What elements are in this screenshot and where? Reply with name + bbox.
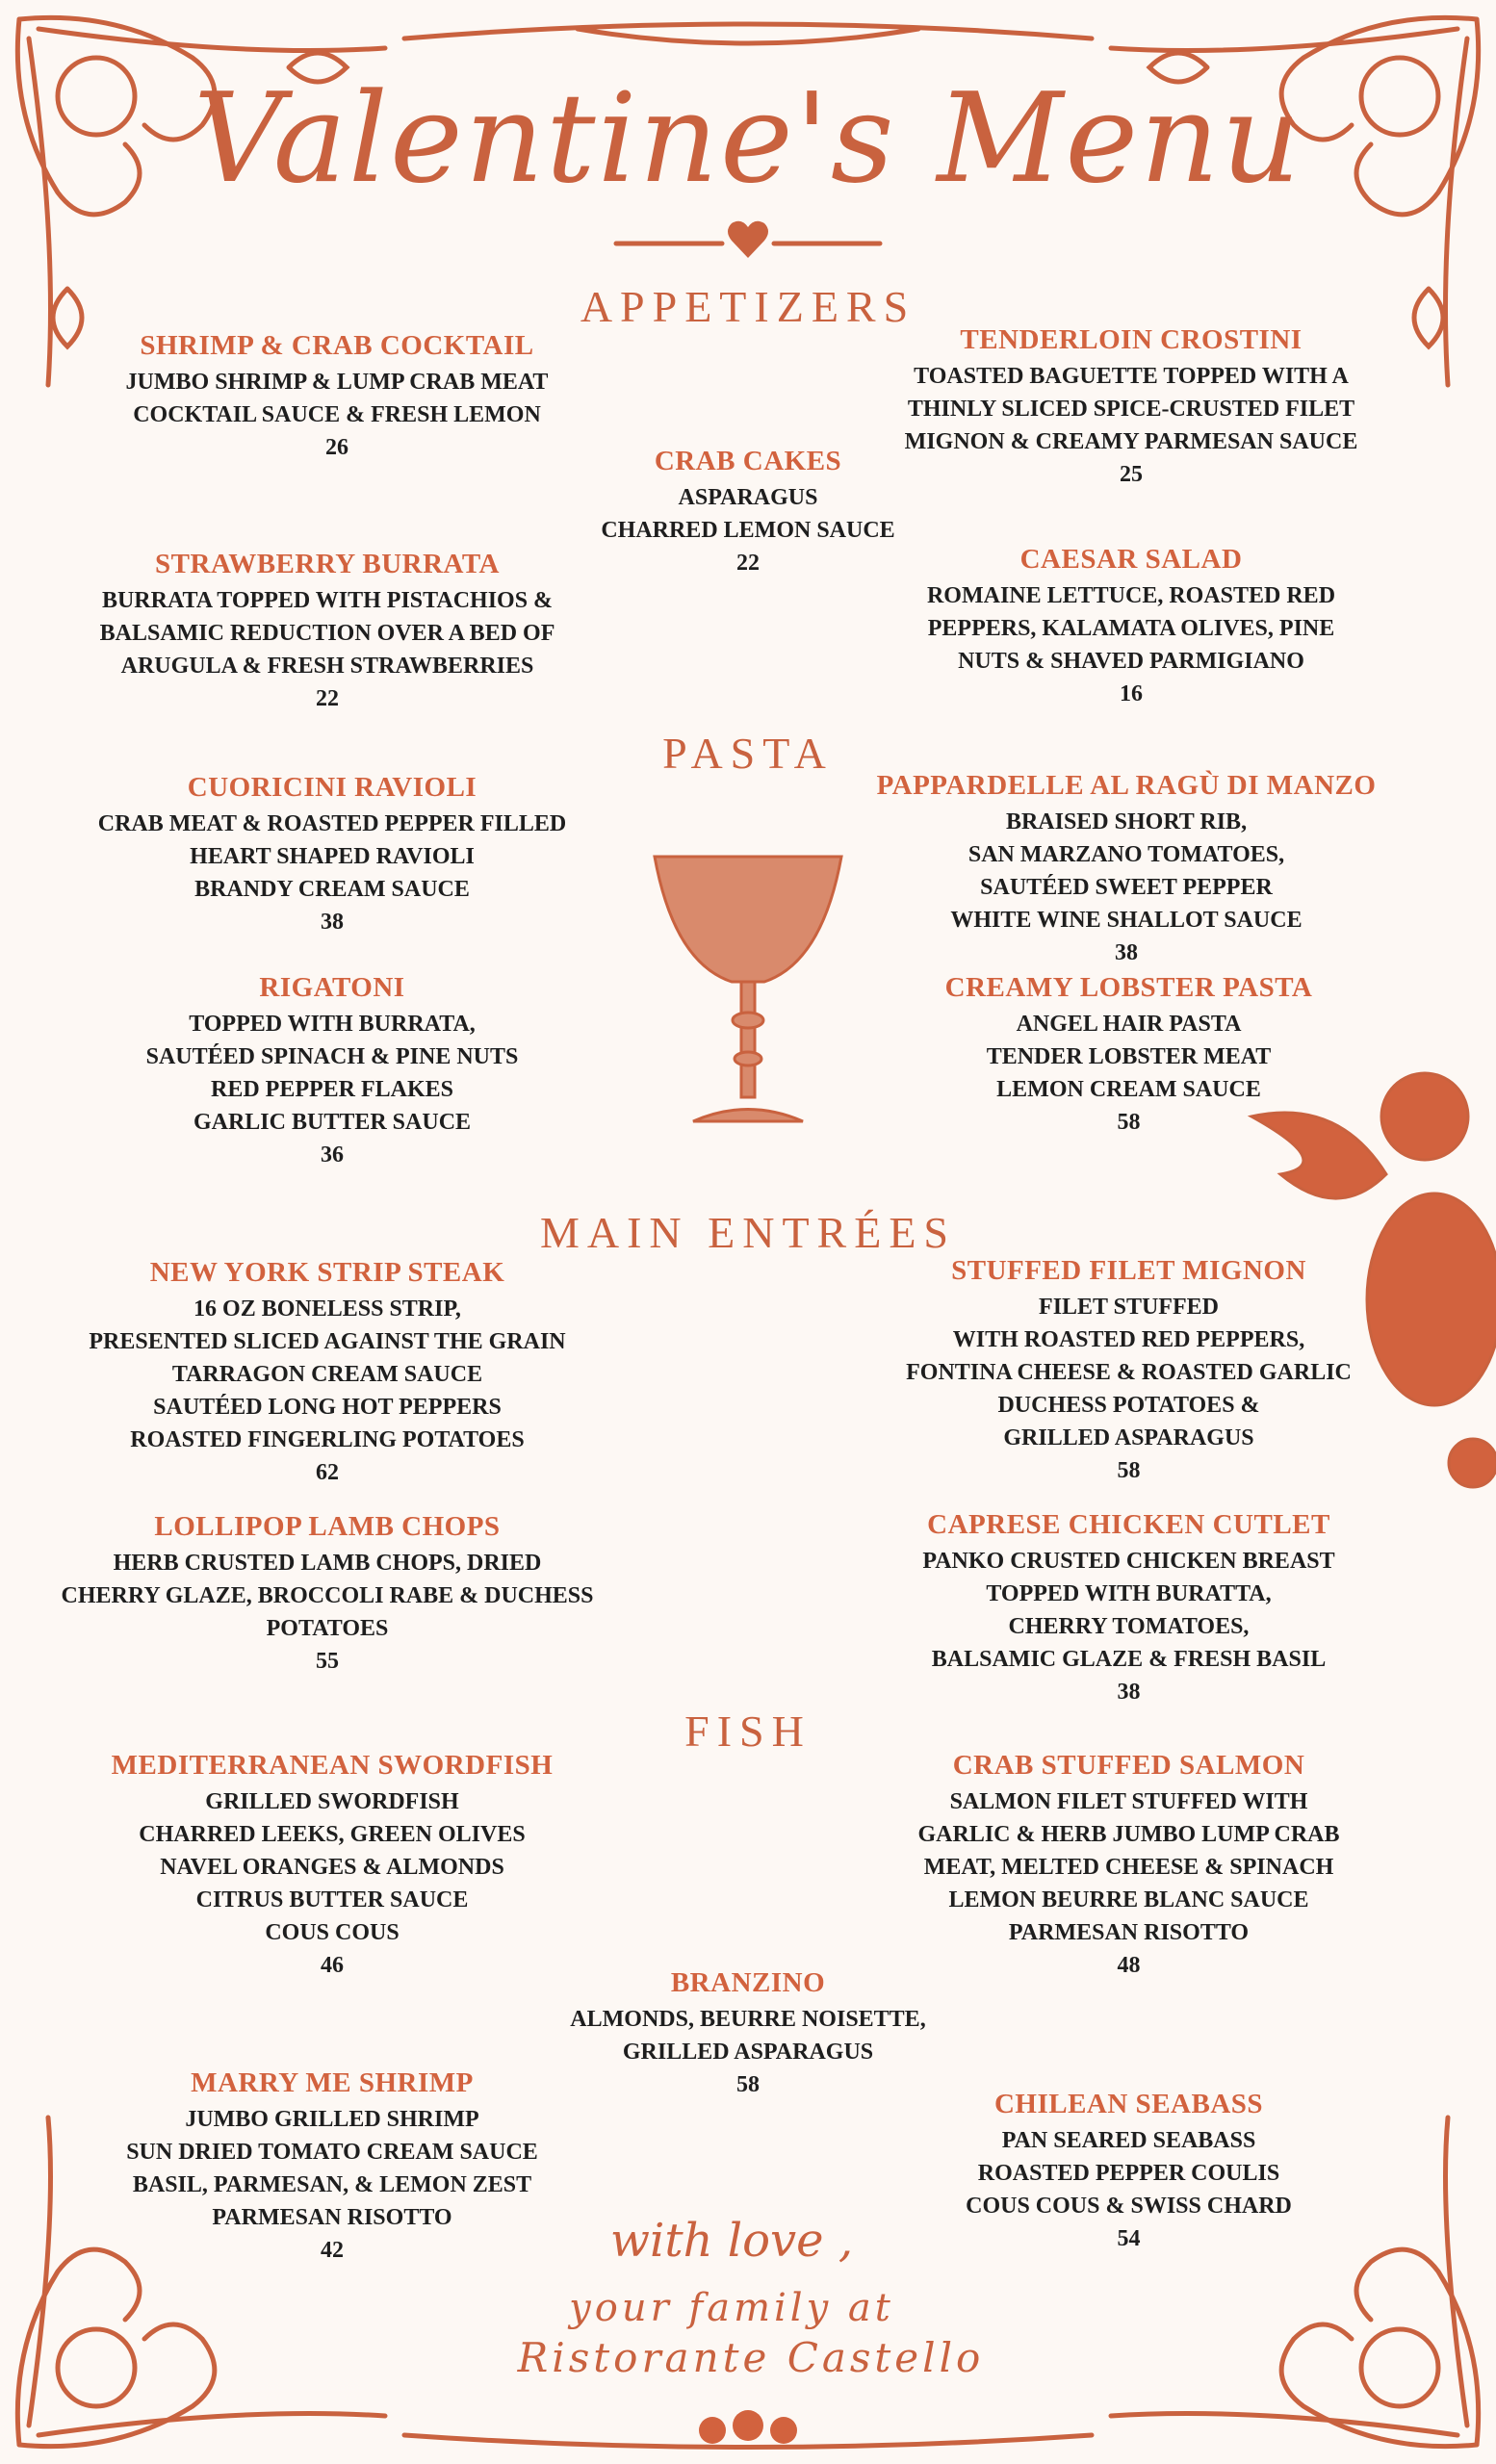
item-name: CRAB STUFFED SALMON <box>952 1750 1305 1781</box>
item-desc: TOASTED BAGUETTE TOPPED WITH A <box>914 364 1349 389</box>
item-desc: FONTINA CHEESE & ROASTED GARLIC <box>906 1360 1352 1385</box>
item-price: 38 <box>1115 940 1138 965</box>
item-name: LOLLIPOP LAMB CHOPS <box>154 1511 501 1542</box>
item-desc: SAUTÉED SWEET PEPPER <box>980 875 1273 900</box>
closing-with-love: with love , <box>609 2214 854 2268</box>
item-price: 38 <box>1117 1680 1141 1705</box>
item-desc: ROMAINE LETTUCE, ROASTED RED <box>926 583 1336 608</box>
item-desc: SAUTÉED LONG HOT PEPPERS <box>153 1395 502 1420</box>
menu-item <box>555 1967 941 2101</box>
menu-item <box>866 1509 1391 1708</box>
item-desc: MEAT, MELTED CHEESE & SPINACH <box>923 1855 1334 1880</box>
item-price: 55 <box>316 1649 339 1674</box>
closing-family: your family at <box>569 2286 894 2330</box>
menu-item <box>866 324 1396 491</box>
item-desc: TOPPED WITH BURRATA, <box>189 1012 476 1037</box>
section-heading-appetizers: APPETIZERS <box>580 282 916 331</box>
item-price: 38 <box>321 910 344 935</box>
item-desc: GRILLED ASPARAGUS <box>1003 1425 1254 1450</box>
item-price: 48 <box>1117 1953 1141 1978</box>
menu-item <box>58 1257 597 1489</box>
item-name: STRAWBERRY BURRATA <box>155 549 500 579</box>
item-desc: LEMON CREAM SAUCE <box>996 1077 1261 1102</box>
item-desc: WHITE WINE SHALLOT SAUCE <box>950 908 1303 933</box>
item-desc: PAN SEARED SEABASS <box>1001 2128 1256 2153</box>
item-desc: BASIL, PARMESAN, & LEMON ZEST <box>132 2172 532 2197</box>
item-price: 54 <box>1117 2226 1141 2251</box>
item-price: 36 <box>321 1142 344 1168</box>
item-desc: CHERRY GLAZE, BROCCOLI RABE & DUCHESS <box>61 1583 594 1608</box>
item-price: 26 <box>325 435 348 460</box>
item-desc: RED PEPPER FLAKES <box>210 1077 454 1102</box>
item-price: 22 <box>736 551 760 576</box>
item-desc: WITH ROASTED RED PEPPERS, <box>952 1327 1305 1352</box>
item-desc: GRILLED SWORDFISH <box>205 1789 459 1814</box>
item-desc: DUCHESS POTATOES & <box>997 1393 1260 1418</box>
item-price: 58 <box>1117 1110 1141 1135</box>
item-desc: SAN MARZANO TOMATOES, <box>967 842 1285 867</box>
item-desc: MIGNON & CREAMY PARMESAN SAUCE <box>904 429 1358 454</box>
item-desc: TOPPED WITH BURATTA, <box>986 1581 1272 1606</box>
item-desc: GRILLED ASPARAGUS <box>622 2040 874 2065</box>
item-desc: PEPPERS, KALAMATA OLIVES, PINE <box>927 616 1335 641</box>
item-desc: BURRATA TOPPED WITH PISTACHIOS & <box>101 588 554 613</box>
menu-item <box>866 544 1396 710</box>
closing-restaurant-name: Ristorante Castello <box>517 2334 985 2381</box>
item-desc: ROASTED FINGERLING POTATOES <box>130 1427 525 1452</box>
item-name: CHILEAN SEABASS <box>993 2089 1264 2119</box>
item-price: 46 <box>321 1953 344 1978</box>
item-desc: COCKTAIL SAUCE & FRESH LEMON <box>133 402 541 427</box>
item-price: 16 <box>1120 681 1143 706</box>
item-name: SHRIMP & CRAB COCKTAIL <box>140 330 534 361</box>
item-desc: PARMESAN RISOTTO <box>212 2205 452 2230</box>
item-desc: ARUGULA & FRESH STRAWBERRIES <box>120 654 534 679</box>
item-desc: GARLIC & HERB JUMBO LUMP CRAB <box>917 1822 1340 1847</box>
item-desc: BALSAMIC REDUCTION OVER A BED OF <box>99 621 555 646</box>
item-desc: CHARRED LEMON SAUCE <box>601 518 895 543</box>
menu-item <box>67 330 606 464</box>
item-desc: THINLY SLICED SPICE-CRUSTED FILET <box>907 397 1355 422</box>
menu-item <box>866 1750 1391 1982</box>
menu-title: Valentine's Menu <box>193 67 1303 211</box>
item-desc: BRANDY CREAM SAUCE <box>194 877 470 902</box>
item-desc: TARRAGON CREAM SAUCE <box>171 1362 483 1387</box>
item-desc: JUMBO SHRIMP & LUMP CRAB MEAT <box>125 370 549 395</box>
item-desc: BALSAMIC GLAZE & FRESH BASIL <box>931 1647 1327 1672</box>
item-desc: PRESENTED SLICED AGAINST THE GRAIN <box>89 1329 566 1354</box>
item-desc: CITRUS BUTTER SAUCE <box>195 1887 469 1912</box>
item-desc: SAUTÉED SPINACH & PINE NUTS <box>145 1044 519 1069</box>
item-name: CUORICINI RAVIOLI <box>187 772 477 803</box>
item-name: PAPPARDELLE AL RAGÙ DI MANZO <box>876 770 1377 801</box>
item-desc: NUTS & SHAVED PARMIGIANO <box>958 649 1304 674</box>
item-price: 42 <box>321 2238 344 2263</box>
item-price: 58 <box>1117 1458 1141 1483</box>
item-price: 22 <box>316 686 339 711</box>
item-desc: ROASTED PEPPER COULIS <box>977 2161 1280 2186</box>
item-desc: CHERRY TOMATOES, <box>1008 1614 1250 1639</box>
section-heading-main-entrees: MAIN ENTRÉES <box>539 1208 957 1257</box>
item-name: STUFFED FILET MIGNON <box>951 1255 1306 1286</box>
menu-item <box>67 2067 597 2267</box>
item-desc: SALMON FILET STUFFED WITH <box>949 1789 1308 1814</box>
item-name: CREAMY LOBSTER PASTA <box>944 972 1313 1003</box>
item-name: CAESAR SALAD <box>1019 544 1243 575</box>
item-desc: COUS COUS <box>265 1920 400 1945</box>
item-desc: JUMBO GRILLED SHRIMP <box>185 2107 479 2132</box>
menu-item <box>67 549 587 715</box>
item-desc: BRAISED SHORT RIB, <box>1005 809 1248 834</box>
menu-item <box>866 972 1391 1139</box>
item-desc: 16 OZ BONELESS STRIP, <box>193 1296 461 1322</box>
section-heading-fish: FISH <box>684 1707 812 1756</box>
item-name: CRAB CAKES <box>654 446 842 476</box>
item-price: 25 <box>1120 462 1143 487</box>
item-name: TENDERLOIN CROSTINI <box>960 324 1303 355</box>
item-desc: HERB CRUSTED LAMB CHOPS, DRIED <box>113 1551 542 1576</box>
item-desc: FILET STUFFED <box>1039 1295 1219 1320</box>
item-desc: PANKO CRUSTED CHICKEN BREAST <box>922 1549 1335 1574</box>
item-name: MARRY ME SHRIMP <box>191 2067 474 2098</box>
item-price: 58 <box>736 2072 760 2097</box>
menu-item <box>866 1255 1391 1487</box>
menu-item <box>67 772 597 938</box>
item-desc: HEART SHAPED RAVIOLI <box>190 844 475 869</box>
item-desc: POTATOES <box>266 1616 389 1641</box>
menu-item <box>847 770 1406 969</box>
item-desc: CRAB MEAT & ROASTED PEPPER FILLED <box>97 811 567 836</box>
item-desc: PARMESAN RISOTTO <box>1008 1920 1250 1945</box>
item-desc: ALMONDS, BEURRE NOISETTE, <box>570 2007 926 2032</box>
item-desc: SUN DRIED TOMATO CREAM SAUCE <box>126 2140 538 2165</box>
item-name: BRANZINO <box>670 1967 826 1998</box>
menu-item <box>67 972 597 1171</box>
item-name: NEW YORK STRIP STEAK <box>149 1257 505 1288</box>
menu-item <box>67 1750 597 1982</box>
menu-item <box>866 2089 1391 2255</box>
item-desc: ANGEL HAIR PASTA <box>1016 1012 1242 1037</box>
item-desc: ASPARAGUS <box>678 485 818 510</box>
section-heading-pasta: PASTA <box>662 729 834 778</box>
item-price: 62 <box>316 1460 339 1485</box>
menu-item <box>39 1511 616 1678</box>
item-desc: TENDER LOBSTER MEAT <box>986 1044 1272 1069</box>
item-desc: LEMON BEURRE BLANC SAUCE <box>948 1887 1309 1912</box>
item-name: CAPRESE CHICKEN CUTLET <box>927 1509 1330 1540</box>
item-name: RIGATONI <box>259 972 405 1003</box>
item-name: MEDITERRANEAN SWORDFISH <box>111 1750 554 1781</box>
item-desc: CHARRED LEEKS, GREEN OLIVES <box>139 1822 526 1847</box>
item-desc: NAVEL ORANGES & ALMONDS <box>160 1855 504 1880</box>
item-desc: COUS COUS & SWISS CHARD <box>966 2194 1292 2219</box>
item-desc: GARLIC BUTTER SAUCE <box>193 1110 472 1135</box>
